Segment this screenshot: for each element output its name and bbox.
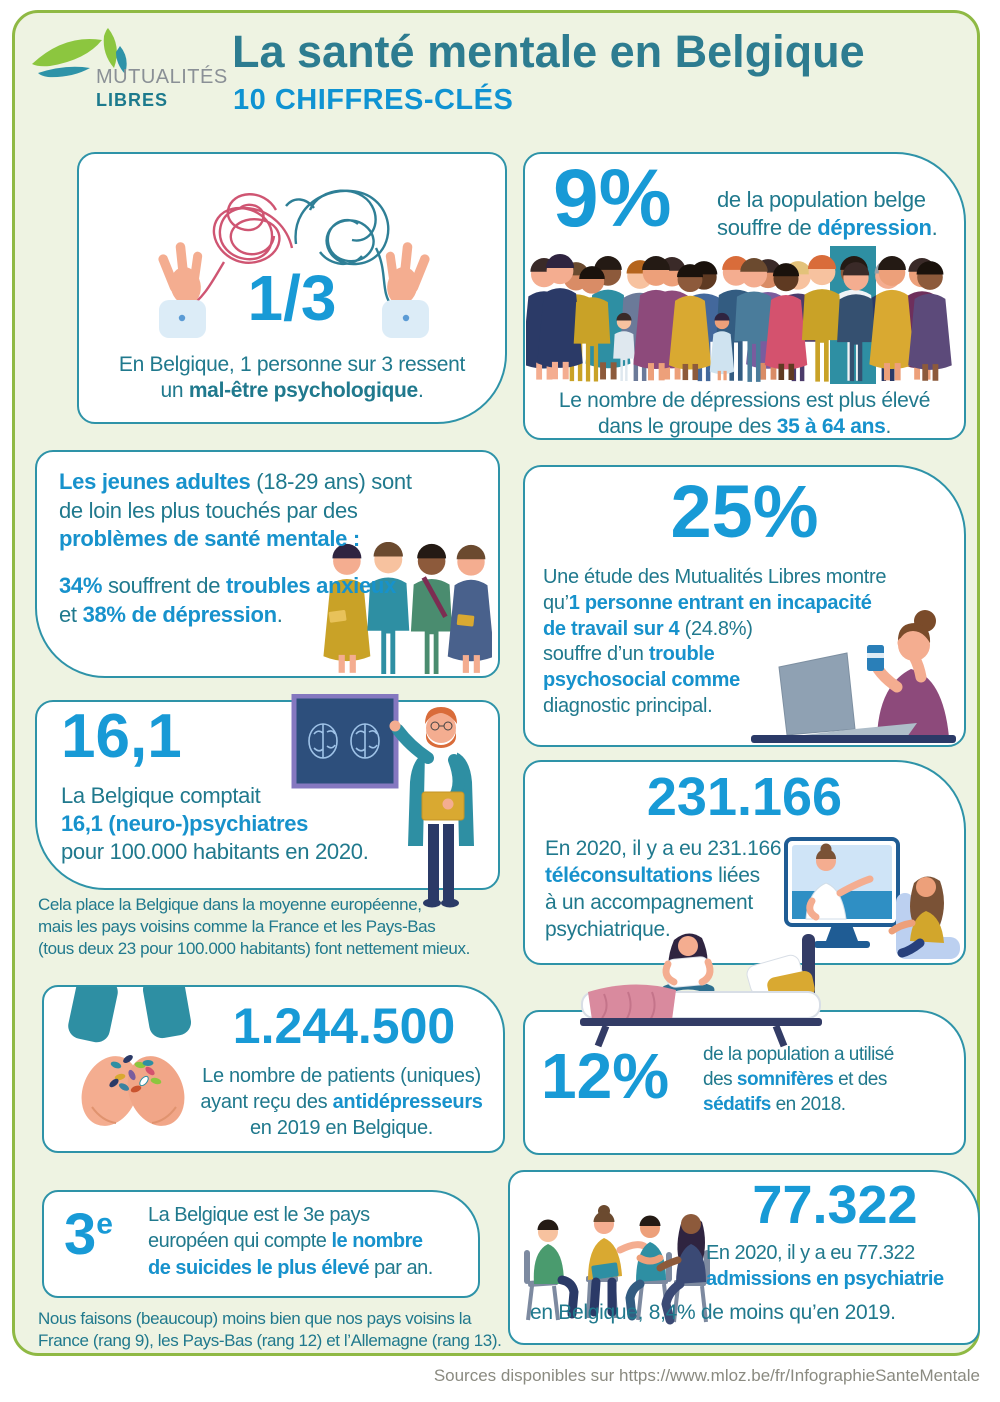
stat-number-teleconsultations: 231.166 [646, 767, 843, 827]
card-depression [523, 152, 966, 440]
stat-number-one-third: 1/3 [247, 262, 337, 334]
stat-lead-depression: de la population belge souffre de dépression. [717, 187, 938, 240]
note-psychiatrists: Cela place la Belgique dans la moyenne européenne, mais les pays voisins comme la France et les Pays-Bas (tous deux 23 pour 100.000 habitants) font nettement mieux. [38, 895, 470, 959]
stat-text-one-third: En Belgique, 1 personne sur 3 ressent un mal-être psychologique. [118, 353, 466, 403]
insomnia-bed-illustration [548, 930, 848, 1048]
page-subtitle: 10 CHIFFRES-CLÉS [233, 84, 514, 116]
stat-number-suicides: 3e [64, 1202, 113, 1267]
card-admissions [508, 1170, 980, 1345]
stat-text-psychiatrists: La Belgique comptait 16,1 (neuro-)psychiatres pour 100.000 habitants en 2020. [61, 783, 369, 865]
stat-text-antidepressants: Le nombre de patients (uniques) ayant reçu des antidépresseurs en 2019 en Belgique. [200, 1065, 483, 1139]
stat-number-psychiatrists: 16,1 [61, 702, 182, 771]
stat-number-incapacity: 25% [670, 470, 819, 553]
stat-text-admissions: En 2020, il y a eu 77.322 admissions en psychiatrie [706, 1242, 944, 1290]
stat-caption-depression: Le nombre de dépressions est plus élevé dans le groupe des 35 à 64 ans. [558, 389, 931, 438]
logo-text-libres: LIBRES [96, 90, 169, 110]
card-work-incapacity [523, 465, 966, 747]
stat-text-admissions-2: en Belgique, 8,4% de moins qu’en 2019. [530, 1301, 896, 1324]
stat-number-depression: 9% [553, 153, 672, 244]
doctor-brain-scan-illustration [290, 694, 510, 946]
stat-number-admissions: 77.322 [752, 1175, 918, 1235]
diverse-crowd-illustration [526, 246, 963, 384]
stat-text-teleconsultations: En 2020, il y a eu 231.166 téléconsultations liées à un accompagnement psychiatrique. [545, 837, 782, 941]
burnout-woman-laptop-illustration [751, 593, 956, 743]
card-antidepressants [42, 985, 505, 1153]
stat-number-antidepressants: 1.244.500 [232, 998, 456, 1054]
card-one-third [77, 152, 507, 424]
stat-number-sleeping-pills: 12% [541, 1040, 670, 1112]
stat-text-incapacity: Une étude des Mutualités Libres montre qu’1 personne entrant en incapacité de travail sur 4 (24.8%) souffre d’un trouble psychosocial comme diagnostic principal. [543, 566, 887, 717]
stat-text-suicides: La Belgique est le 3e pays européen qui compte le nombre de suicides le plus élevé par an. [148, 1204, 433, 1279]
footer-source: Sources disponibles sur https://www.mloz.be/fr/InfographieSanteMentale [433, 1366, 980, 1385]
stat-text-sleeping-pills: de la population a utilisé des somnifères et des sédatifs en 2018. [703, 1044, 894, 1116]
page-title: La santé mentale en Belgique [232, 26, 865, 77]
note-suicides: Nous faisons (beaucoup) moins bien que nos pays voisins la France (rang 9), les Pays-Bas (rang 12) et l’Allemagne (rang 13). [38, 1309, 502, 1351]
logo-text-mutualites: MUTUALITÉS [96, 66, 228, 88]
card-suicides [42, 1190, 480, 1298]
stat-text-young-adults-2: 34% souffrent de troubles anxieux et 38% de dépression. [59, 573, 396, 627]
stat-text-young-adults-1: Les jeunes adultes (18-29 ans) sont de loin les plus touchés par des problèmes de santé mentale : [59, 469, 412, 552]
card-young-adults [35, 450, 500, 678]
